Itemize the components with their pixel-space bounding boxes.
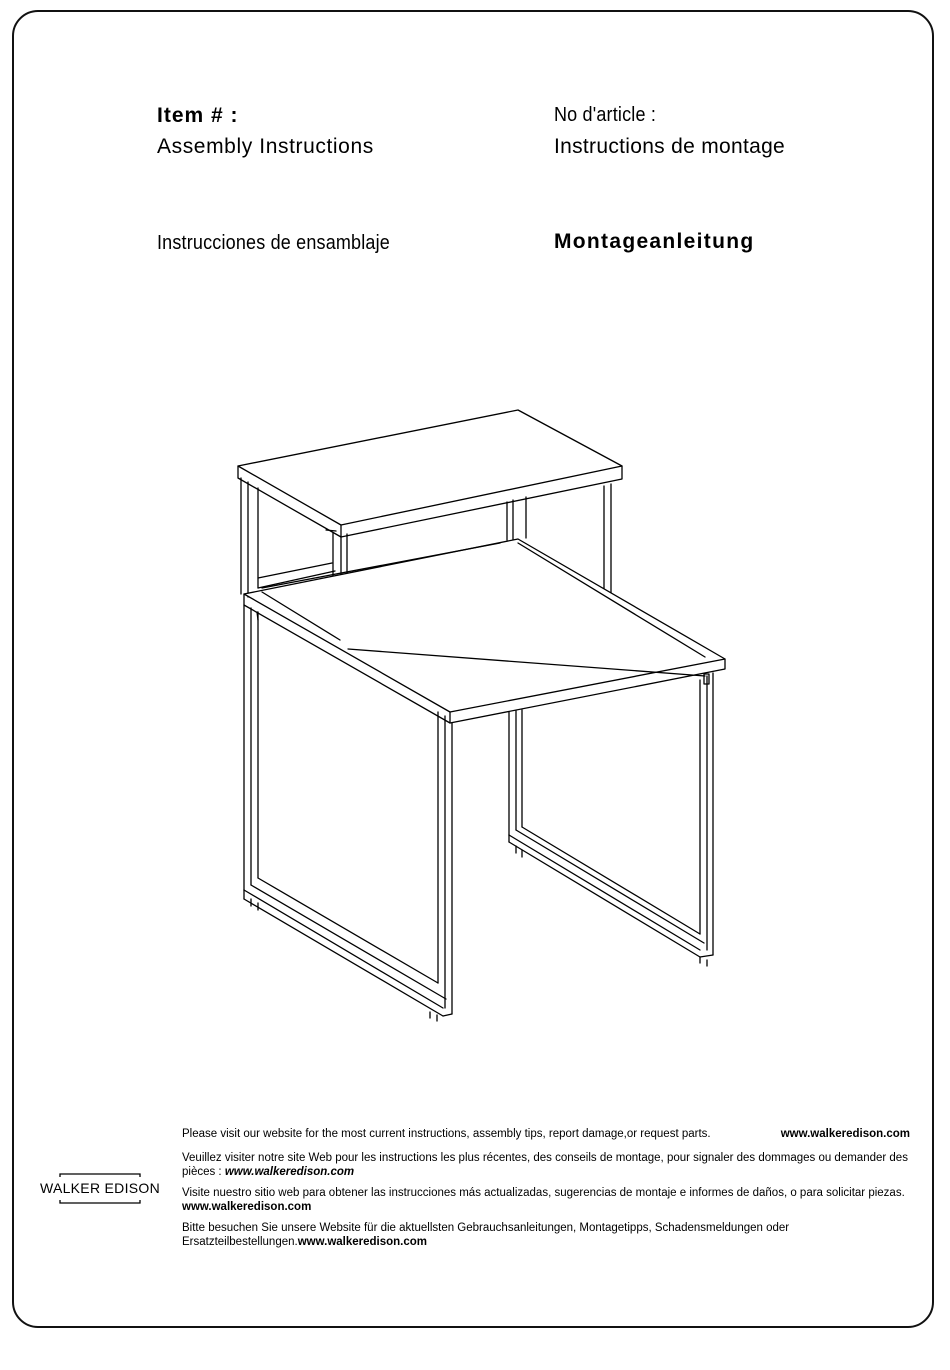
item-number-label: Item # : [157,104,239,127]
footer-en-text: Please visit our website for the most current instructions, assembly tips, report damage,or request parts. [182,1128,711,1140]
footer-es-url[interactable]: www.walkeredison.com [182,1201,312,1213]
footer-fr [182,1151,910,1180]
footer-en-url[interactable]: www.walkeredison.com [780,1128,910,1140]
side-table-illustration [225,395,735,1035]
footer-de-url[interactable]: www.walkeredison.com [297,1236,428,1248]
assembly-instructions-title-de: Montageanleitung [554,230,755,253]
assembly-instructions-title-fr: Instructions de montage [554,135,786,158]
lower-frame-back-right [509,673,713,966]
footer-de [182,1221,910,1250]
item-number-label-fr: No d'article : [554,104,656,126]
footer-es-text: Visite nuestro sitio web para obtener las instrucciones más actualizadas, sugerencias de montaje e informes de daños, o para solicitar piezas. [182,1186,905,1199]
assembly-instructions-title-es: Instrucciones de ensamblaje [157,232,391,254]
top-shelf-board [238,410,622,537]
footer-es [182,1186,910,1215]
footer-notice [182,1127,910,1256]
footer-fr-url[interactable]: www.walkeredison.com [224,1166,355,1178]
assembly-instructions-title-en: Assembly Instructions [157,135,374,158]
footer-fr-text: Veuillez visiter notre site Web pour les instructions les plus récentes, des conseils de montage, pour signaler des dommages ou demander des pièces : [182,1151,908,1178]
footer-de-text: Bitte besuchen Sie unsere Website für die aktuellsten Gebrauchsanleitungen, Montagetipps, Schadensmeldungen oder Ersatzteilbestellungen. [182,1221,790,1248]
logo-brand-name: WALKER EDISON [39,1180,161,1196]
footer-en [182,1127,910,1142]
walker-edison-logo [38,1172,162,1206]
